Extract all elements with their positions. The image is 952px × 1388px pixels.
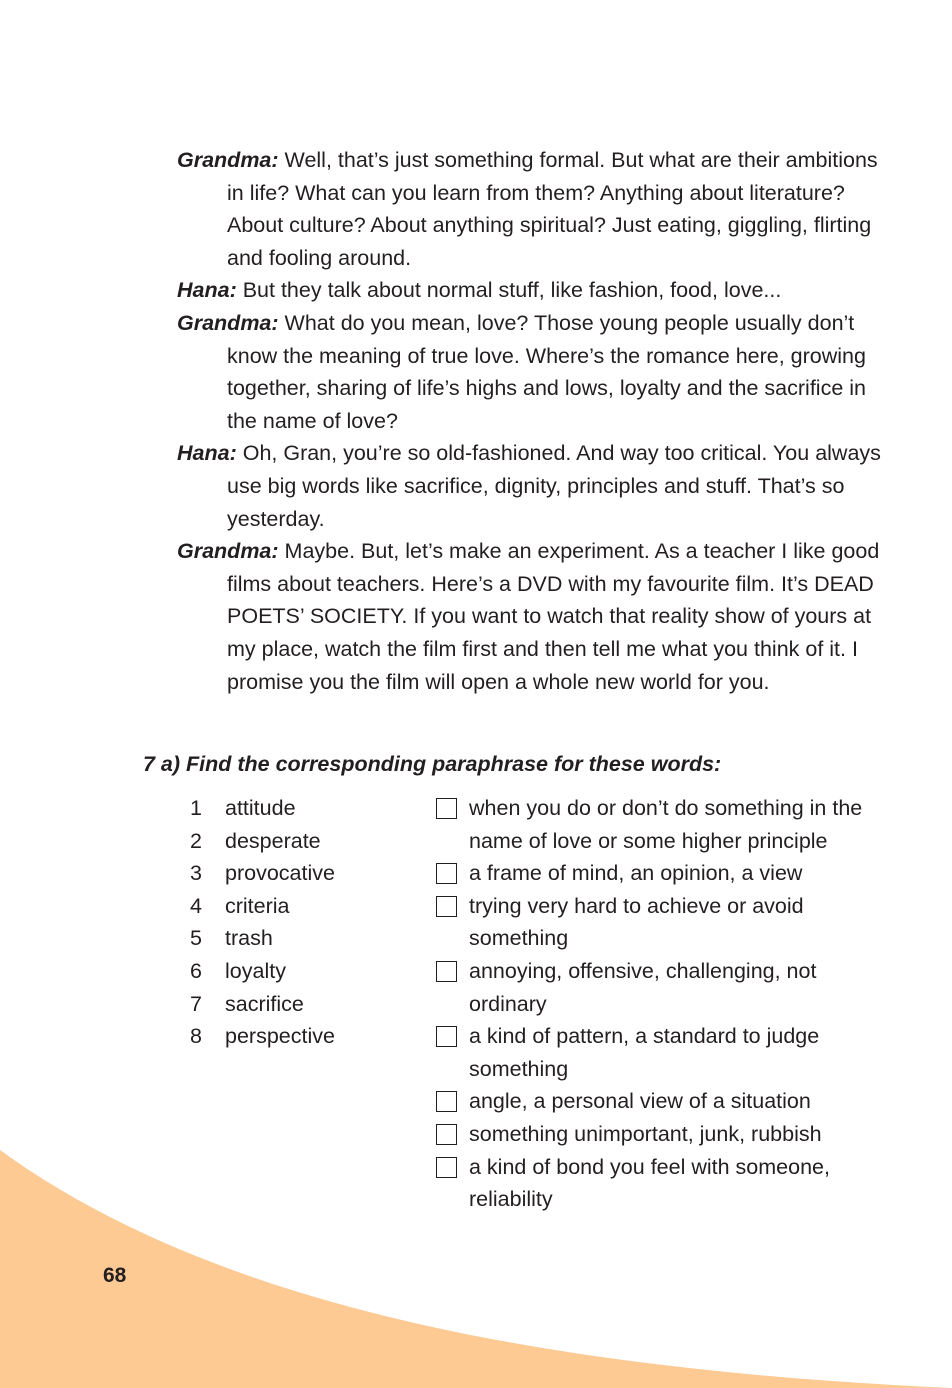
word-text: criteria	[225, 893, 290, 918]
answer-checkbox[interactable]	[436, 1091, 457, 1112]
word-item	[190, 825, 335, 858]
word-item	[190, 890, 335, 923]
definition-text: a frame of mind, an opinion, a view	[469, 861, 803, 886]
word-item	[190, 988, 335, 1021]
definition-text: something unimportant, junk, rubbish	[469, 1121, 822, 1146]
definition-text: trying very hard to achieve or avoid something	[469, 893, 804, 951]
word-text: desperate	[225, 828, 321, 853]
dialogue-text: What do you mean, love? Those young people usually don’t know the meaning of true love. Where’s the romance here, growing together, sharing of life’s highs and lows, loyalty and the sacrifice in the name of love?	[227, 310, 866, 433]
definition-item	[436, 1020, 886, 1085]
word-number: 2	[190, 828, 202, 853]
definition-text: a kind of bond you feel with someone, reliability	[469, 1154, 830, 1212]
answer-checkbox[interactable]	[436, 896, 457, 917]
definition-text: angle, a personal view of a situation	[469, 1089, 811, 1114]
definition-item	[436, 1151, 886, 1216]
dialogue-turn	[177, 535, 897, 698]
word-list	[190, 792, 335, 1053]
definition-item	[436, 1118, 886, 1151]
speaker-name: Grandma:	[177, 148, 279, 172]
word-number: 5	[190, 926, 202, 951]
word-number: 8	[190, 1024, 202, 1049]
word-item	[190, 792, 335, 825]
speaker-name: Grandma:	[177, 539, 279, 564]
dialogue-text: Well, that’s just something formal. But what are their ambitions in life? What can you learn from them? Anything about literature? About culture? About anything spiritual? Just eating, giggling, flirting and fooling around.	[227, 148, 878, 270]
definition-text: annoying, offensive, challenging, not ordinary	[469, 958, 817, 1016]
definition-list	[436, 792, 886, 1216]
word-item	[190, 1020, 335, 1053]
definition-item	[436, 857, 886, 890]
word-text: provocative	[225, 861, 335, 886]
definition-text: a kind of pattern, a standard to judge something	[469, 1024, 820, 1081]
dialogue-turn	[177, 144, 897, 274]
word-number: 1	[190, 796, 202, 820]
word-item	[190, 955, 335, 988]
answer-checkbox[interactable]	[436, 1026, 457, 1047]
word-number: 4	[190, 893, 202, 918]
definition-item	[436, 792, 886, 857]
dialogue-turn	[177, 274, 897, 307]
definition-item	[436, 890, 886, 955]
answer-checkbox[interactable]	[436, 863, 457, 884]
word-text: perspective	[225, 1024, 335, 1049]
page-number: 68	[103, 1264, 127, 1287]
answer-checkbox[interactable]	[436, 1157, 457, 1178]
word-text: trash	[225, 926, 273, 951]
definition-item	[436, 955, 886, 1020]
word-text: attitude	[225, 796, 296, 820]
speaker-name: Hana:	[177, 278, 237, 303]
word-number: 3	[190, 861, 202, 886]
definition-text: when you do or don’t do something in the name of love or some higher principle	[469, 796, 863, 853]
dialogue-turn	[177, 307, 897, 437]
word-text: loyalty	[225, 958, 286, 983]
dialogue-text: But they talk about normal stuff, like fashion, food, love...	[242, 278, 782, 303]
dialogue-text: Maybe. But, let’s make an experiment. As a teacher I like good films about teachers. Here’s a DVD with my favourite film. It’s DEAD POETS’ SOCIETY. If you want to watch that reality show of yours at my place, watch the film first and then tell me what you think of it. I promise you the film will open a whole new world for you.	[227, 539, 880, 694]
speaker-name: Grandma:	[177, 310, 279, 335]
dialogue-turn	[177, 437, 897, 535]
speaker-name: Hana:	[177, 441, 237, 466]
word-number: 6	[190, 958, 202, 983]
word-text: sacrifice	[225, 991, 304, 1016]
answer-checkbox[interactable]	[436, 1124, 457, 1145]
dialogue	[177, 144, 897, 698]
definition-item	[436, 1085, 886, 1118]
word-item	[190, 857, 335, 890]
answer-checkbox[interactable]	[436, 798, 457, 819]
dialogue-text: Oh, Gran, you’re so old-fashioned. And way too critical. You always use big words like sacrifice, dignity, principles and stuff. That’s so yesterday.	[227, 441, 881, 531]
answer-checkbox[interactable]	[436, 961, 457, 982]
word-number: 7	[190, 991, 202, 1016]
word-item	[190, 922, 335, 955]
exercise-instruction: 7 a) Find the corresponding paraphrase for these words:	[143, 752, 722, 776]
